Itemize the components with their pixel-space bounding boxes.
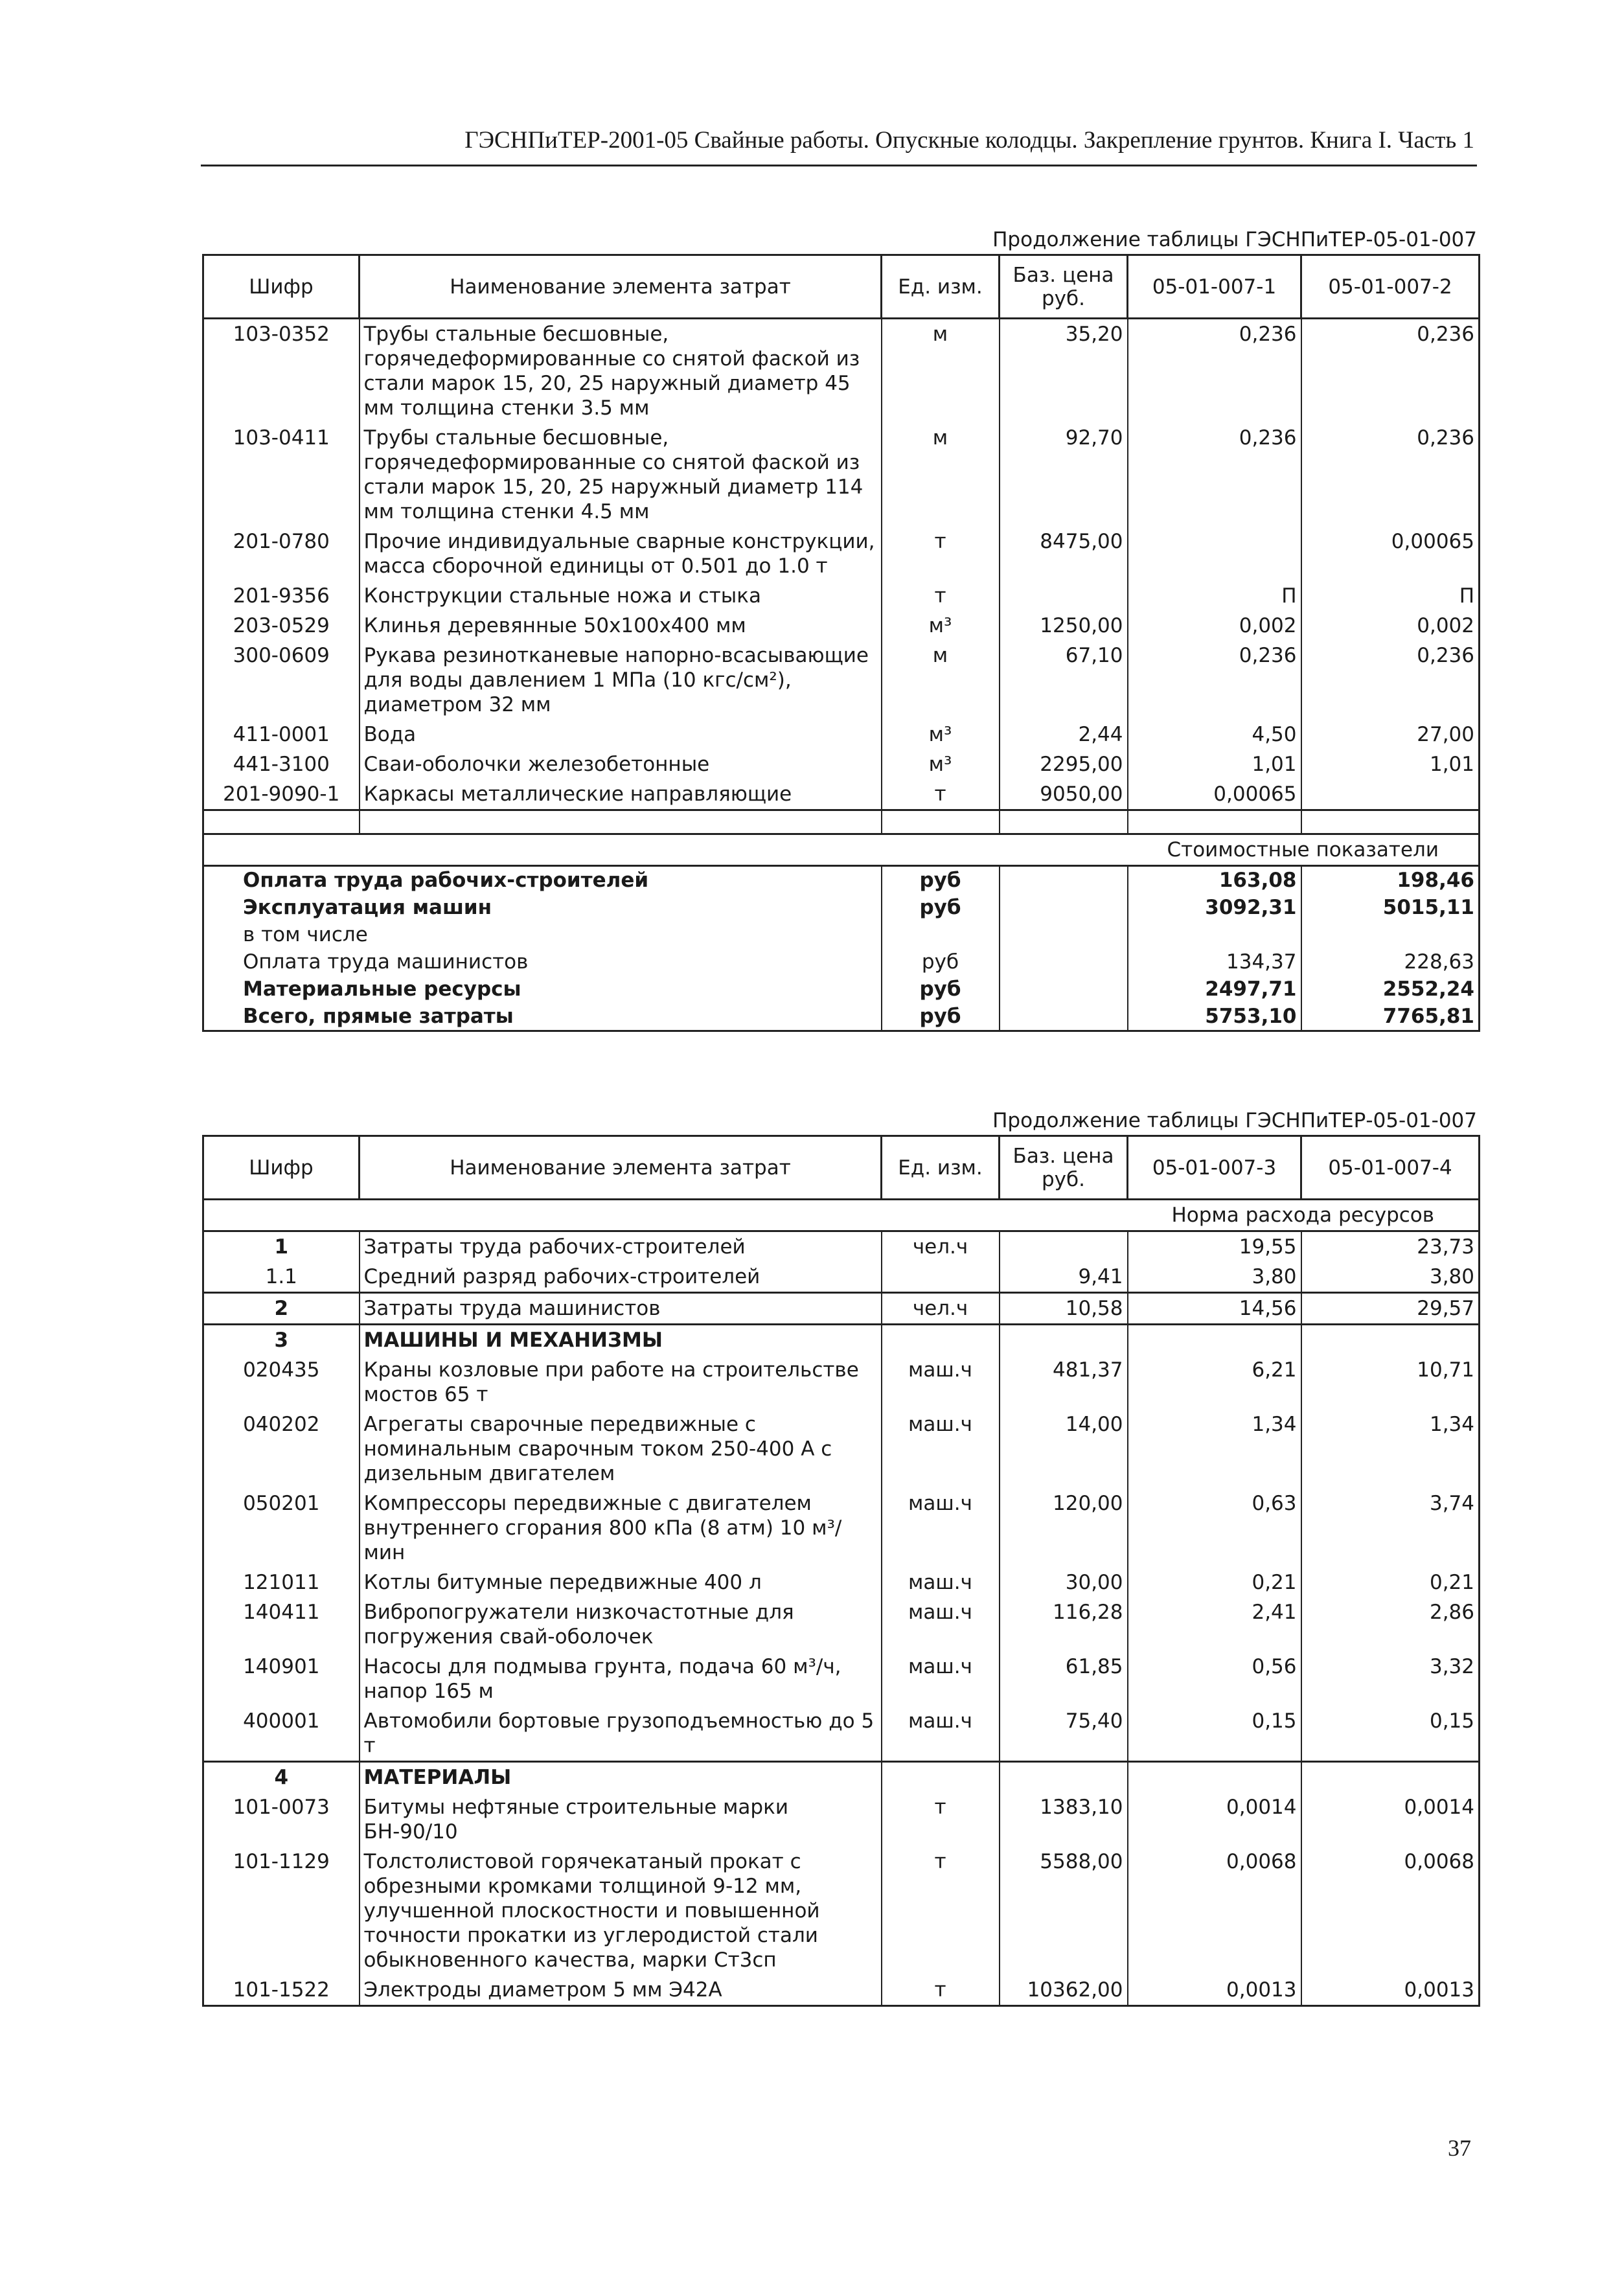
row-code: 201-0780 xyxy=(203,527,360,581)
row-code: 201-9356 xyxy=(203,581,360,611)
table-row xyxy=(203,1489,1480,1568)
table-row xyxy=(203,1597,1480,1652)
row-unit: маш.ч xyxy=(882,1355,1000,1410)
cost-value-2: 198,46 xyxy=(1301,866,1480,895)
table-row xyxy=(203,779,1480,810)
row-name: Компрессоры передвижные с двигателем внутреннего сгорания 800 кПа (8 атм) 10 м³/мин xyxy=(360,1489,882,1568)
row-price xyxy=(1000,1325,1128,1356)
table1 xyxy=(202,254,1480,1032)
row-code: 101-1129 xyxy=(203,1847,360,1975)
row-value-1: 1,01 xyxy=(1128,749,1301,779)
row-code: 020435 xyxy=(203,1355,360,1410)
row-name: Рукава резинотканевые напорно-всасывающие для воды давлением 1 МПа (10 кгс/см²), диаметром 32 мм xyxy=(360,641,882,720)
header-col1: 05-01-007-3 xyxy=(1128,1136,1301,1200)
cost-row xyxy=(203,921,1480,948)
norm-caption-row xyxy=(203,1200,1480,1231)
spacer-cell xyxy=(203,1200,1128,1231)
cost-caption: Стоимостные показатели xyxy=(1128,834,1480,866)
row-name: Котлы битумные передвижные 400 л xyxy=(360,1568,882,1597)
row-price: 8475,00 xyxy=(1000,527,1128,581)
row-code: 140411 xyxy=(203,1597,360,1652)
row-value-2: 0,236 xyxy=(1301,641,1480,720)
row-name: Конструкции стальные ножа и стыка xyxy=(360,581,882,611)
cost-name: Эксплуатация машин xyxy=(203,894,882,921)
header-col2: 05-01-007-4 xyxy=(1301,1136,1480,1200)
row-price: 2295,00 xyxy=(1000,749,1128,779)
row-price: 35,20 xyxy=(1000,319,1128,424)
row-value-1: 14,56 xyxy=(1128,1293,1301,1325)
table-row xyxy=(203,1568,1480,1597)
row-value-2: 3,32 xyxy=(1301,1652,1480,1706)
row-value-2: 2,86 xyxy=(1301,1597,1480,1652)
cost-row xyxy=(203,1003,1480,1031)
table-row xyxy=(203,1262,1480,1293)
table-row xyxy=(203,720,1480,749)
row-value-2: 1,01 xyxy=(1301,749,1480,779)
row-price: 1250,00 xyxy=(1000,611,1128,641)
row-unit xyxy=(882,1325,1000,1356)
table2-header-row xyxy=(203,1136,1480,1200)
row-unit: т xyxy=(882,581,1000,611)
cost-row xyxy=(203,976,1480,1003)
spacer-cell xyxy=(360,810,882,834)
row-price: 9050,00 xyxy=(1000,779,1128,810)
row-unit: м³ xyxy=(882,749,1000,779)
row-code: 101-0073 xyxy=(203,1792,360,1847)
row-name: Затраты труда машинистов xyxy=(360,1293,882,1325)
cost-value-1: 2497,71 xyxy=(1128,976,1301,1003)
header-unit: Ед. изм. xyxy=(882,1136,1000,1200)
row-code: 101-1522 xyxy=(203,1975,360,2006)
cost-unit: руб xyxy=(882,894,1000,921)
cost-unit xyxy=(882,921,1000,948)
table-row xyxy=(203,1410,1480,1489)
row-value-1: 0,21 xyxy=(1128,1568,1301,1597)
row-value-2: 1,34 xyxy=(1301,1410,1480,1489)
table-row xyxy=(203,1293,1480,1325)
table-row xyxy=(203,1231,1480,1262)
table-row xyxy=(203,1762,1480,1793)
cost-unit: руб xyxy=(882,948,1000,976)
row-value-1: 0,56 xyxy=(1128,1652,1301,1706)
row-name: Вода xyxy=(360,720,882,749)
row-value-2: 0,0068 xyxy=(1301,1847,1480,1975)
row-code: 400001 xyxy=(203,1706,360,1762)
row-value-1: 0,236 xyxy=(1128,319,1301,424)
row-value-1: П xyxy=(1128,581,1301,611)
row-price: 116,28 xyxy=(1000,1597,1128,1652)
row-value-2 xyxy=(1301,779,1480,810)
row-unit: маш.ч xyxy=(882,1706,1000,1762)
row-price: 10362,00 xyxy=(1000,1975,1128,2006)
header-price: Баз. цена руб. xyxy=(1000,255,1128,319)
row-unit xyxy=(882,1762,1000,1793)
row-code: 103-0352 xyxy=(203,319,360,424)
table-row xyxy=(203,319,1480,424)
table-row xyxy=(203,1975,1480,2006)
cost-row xyxy=(203,866,1480,895)
row-unit: маш.ч xyxy=(882,1597,1000,1652)
spacer-cell xyxy=(1000,810,1128,834)
row-value-2: 0,21 xyxy=(1301,1568,1480,1597)
spacer-cell xyxy=(882,810,1000,834)
row-price: 1383,10 xyxy=(1000,1792,1128,1847)
cost-name: Оплата труда рабочих-строителей xyxy=(203,866,882,895)
row-price: 2,44 xyxy=(1000,720,1128,749)
row-unit: т xyxy=(882,527,1000,581)
row-value-2: 0,236 xyxy=(1301,319,1480,424)
cost-price xyxy=(1000,866,1128,895)
row-price: 120,00 xyxy=(1000,1489,1128,1568)
row-code: 4 xyxy=(203,1762,360,1793)
row-code: 3 xyxy=(203,1325,360,1356)
row-name: Прочие индивидуальные сварные конструкции, масса сборочной единицы от 0.501 до 1.0 т xyxy=(360,527,882,581)
table-row xyxy=(203,1706,1480,1762)
cost-value-1 xyxy=(1128,921,1301,948)
row-price: 10,58 xyxy=(1000,1293,1128,1325)
table-row xyxy=(203,1355,1480,1410)
table-row xyxy=(203,527,1480,581)
row-value-2: П xyxy=(1301,581,1480,611)
cost-value-2: 228,63 xyxy=(1301,948,1480,976)
row-price: 75,40 xyxy=(1000,1706,1128,1762)
row-name: Сваи-оболочки железобетонные xyxy=(360,749,882,779)
table-row xyxy=(203,1652,1480,1706)
cost-price xyxy=(1000,894,1128,921)
cost-caption-row xyxy=(203,834,1480,866)
row-price: 9,41 xyxy=(1000,1262,1128,1293)
cost-value-2: 2552,24 xyxy=(1301,976,1480,1003)
row-code: 140901 xyxy=(203,1652,360,1706)
row-name: Средний разряд рабочих-строителей xyxy=(360,1262,882,1293)
row-unit: т xyxy=(882,1792,1000,1847)
row-unit xyxy=(882,1262,1000,1293)
row-code: 1 xyxy=(203,1231,360,1262)
row-code: 050201 xyxy=(203,1489,360,1568)
row-unit: м³ xyxy=(882,611,1000,641)
row-value-1 xyxy=(1128,1762,1301,1793)
row-value-1: 1,34 xyxy=(1128,1410,1301,1489)
row-unit: чел.ч xyxy=(882,1231,1000,1262)
spacer-cell xyxy=(203,810,360,834)
row-code: 1.1 xyxy=(203,1262,360,1293)
row-value-2: 0,002 xyxy=(1301,611,1480,641)
header-unit: Ед. изм. xyxy=(882,255,1000,319)
cost-value-2: 5015,11 xyxy=(1301,894,1480,921)
row-code: 103-0411 xyxy=(203,423,360,527)
spacer-row xyxy=(203,810,1480,834)
header-price: Баз. цена руб. xyxy=(1000,1136,1128,1200)
row-code: 203-0529 xyxy=(203,611,360,641)
row-name: Толстолистовой горячекатаный прокат с обрезными кромками толщиной 9-12 мм, улучшенной плоскостности и повышенной точности прокатки из углеродистой стали обыкновенного качества, марки Ст3сп xyxy=(360,1847,882,1975)
cost-name: Всего, прямые затраты xyxy=(203,1003,882,1031)
row-code: 2 xyxy=(203,1293,360,1325)
table-row xyxy=(203,641,1480,720)
cost-row xyxy=(203,948,1480,976)
header-name: Наименование элемента затрат xyxy=(360,255,882,319)
row-name: Битумы нефтяные строительные марки БН-90/10 xyxy=(360,1792,882,1847)
row-name: Трубы стальные бесшовные, горячедеформированные со снятой фаской из стали марок 15, 20, 25 наружный диаметр 45 мм толщина стенки 3.5 мм xyxy=(360,319,882,424)
row-unit: маш.ч xyxy=(882,1410,1000,1489)
row-value-1 xyxy=(1128,1325,1301,1356)
cost-name: Материальные ресурсы xyxy=(203,976,882,1003)
row-name: Насосы для подмыва грунта, подача 60 м³/ч, напор 165 м xyxy=(360,1652,882,1706)
row-value-1: 19,55 xyxy=(1128,1231,1301,1262)
cost-name: в том числе xyxy=(203,921,882,948)
row-value-1: 3,80 xyxy=(1128,1262,1301,1293)
row-unit: м xyxy=(882,319,1000,424)
cost-price xyxy=(1000,976,1128,1003)
cost-row xyxy=(203,894,1480,921)
row-price xyxy=(1000,1231,1128,1262)
row-value-2 xyxy=(1301,1325,1480,1356)
row-value-1: 4,50 xyxy=(1128,720,1301,749)
row-name: Вибропогружатели низкочастотные для погружения свай-оболочек xyxy=(360,1597,882,1652)
row-value-1: 2,41 xyxy=(1128,1597,1301,1652)
table-row xyxy=(203,423,1480,527)
norm-caption: Норма расхода ресурсов xyxy=(1128,1200,1480,1231)
row-value-2: 10,71 xyxy=(1301,1355,1480,1410)
row-value-1: 0,002 xyxy=(1128,611,1301,641)
row-unit: м xyxy=(882,423,1000,527)
row-name: Затраты труда рабочих-строителей xyxy=(360,1231,882,1262)
row-price: 14,00 xyxy=(1000,1410,1128,1489)
row-value-1: 0,0068 xyxy=(1128,1847,1301,1975)
row-name: Клинья деревянные 50х100х400 мм xyxy=(360,611,882,641)
row-value-2: 0,0014 xyxy=(1301,1792,1480,1847)
row-code: 411-0001 xyxy=(203,720,360,749)
cost-value-2 xyxy=(1301,921,1480,948)
header-code: Шифр xyxy=(203,1136,360,1200)
page-header: ГЭСНПиТЕР-2001-05 Свайные работы. Опускные колодцы. Закрепление грунтов. Книга I. Часть 1 xyxy=(201,126,1477,166)
cost-price xyxy=(1000,921,1128,948)
row-value-1: 0,236 xyxy=(1128,423,1301,527)
row-code: 121011 xyxy=(203,1568,360,1597)
row-unit: м³ xyxy=(882,720,1000,749)
header-name: Наименование элемента затрат xyxy=(360,1136,882,1200)
table-row xyxy=(203,611,1480,641)
row-price: 92,70 xyxy=(1000,423,1128,527)
page-number: 37 xyxy=(1448,2135,1471,2161)
cost-price xyxy=(1000,948,1128,976)
row-value-2: 27,00 xyxy=(1301,720,1480,749)
row-unit: чел.ч xyxy=(882,1293,1000,1325)
row-price: 67,10 xyxy=(1000,641,1128,720)
table-row xyxy=(203,1847,1480,1975)
header-col1: 05-01-007-1 xyxy=(1128,255,1301,319)
row-code: 040202 xyxy=(203,1410,360,1489)
cost-value-1: 134,37 xyxy=(1128,948,1301,976)
row-code: 201-9090-1 xyxy=(203,779,360,810)
spacer-cell xyxy=(1301,810,1480,834)
row-name: МАТЕРИАЛЫ xyxy=(360,1762,882,1793)
row-unit: т xyxy=(882,1975,1000,2006)
row-price xyxy=(1000,581,1128,611)
row-value-1: 6,21 xyxy=(1128,1355,1301,1410)
row-value-1: 0,0013 xyxy=(1128,1975,1301,2006)
table1-header-row xyxy=(203,255,1480,319)
table-row xyxy=(203,581,1480,611)
row-value-2: 3,80 xyxy=(1301,1262,1480,1293)
cost-unit: руб xyxy=(882,976,1000,1003)
row-value-1: 0,15 xyxy=(1128,1706,1301,1762)
row-value-2: 29,57 xyxy=(1301,1293,1480,1325)
row-name: Агрегаты сварочные передвижные с номинальным сварочным током 250-400 А с дизельным двигателем xyxy=(360,1410,882,1489)
cost-value-1: 5753,10 xyxy=(1128,1003,1301,1031)
row-value-1: 0,0014 xyxy=(1128,1792,1301,1847)
row-unit: маш.ч xyxy=(882,1568,1000,1597)
row-value-1: 0,00065 xyxy=(1128,779,1301,810)
table2-caption: Продолжение таблицы ГЭСНПиТЕР-05-01-007 xyxy=(992,1109,1477,1132)
cost-value-1: 163,08 xyxy=(1128,866,1301,895)
row-value-1 xyxy=(1128,527,1301,581)
table2 xyxy=(202,1135,1480,2007)
row-code: 441-3100 xyxy=(203,749,360,779)
row-value-2: 0,15 xyxy=(1301,1706,1480,1762)
row-price: 30,00 xyxy=(1000,1568,1128,1597)
row-value-2: 23,73 xyxy=(1301,1231,1480,1262)
row-name: Автомобили бортовые грузоподъемностью до 5 т xyxy=(360,1706,882,1762)
header-col2: 05-01-007-2 xyxy=(1301,255,1480,319)
row-unit: т xyxy=(882,779,1000,810)
row-value-2: 0,0013 xyxy=(1301,1975,1480,2006)
row-code: 300-0609 xyxy=(203,641,360,720)
spacer-cell xyxy=(203,834,1128,866)
row-price: 5588,00 xyxy=(1000,1847,1128,1975)
row-value-1: 0,236 xyxy=(1128,641,1301,720)
header-code: Шифр xyxy=(203,255,360,319)
row-unit: маш.ч xyxy=(882,1652,1000,1706)
row-value-1: 0,63 xyxy=(1128,1489,1301,1568)
cost-value-1: 3092,31 xyxy=(1128,894,1301,921)
row-name: Каркасы металлические направляющие xyxy=(360,779,882,810)
row-unit: м xyxy=(882,641,1000,720)
table-row xyxy=(203,1325,1480,1356)
row-price: 481,37 xyxy=(1000,1355,1128,1410)
row-name: МАШИНЫ И МЕХАНИЗМЫ xyxy=(360,1325,882,1356)
row-name: Электроды диаметром 5 мм Э42А xyxy=(360,1975,882,2006)
row-name: Трубы стальные бесшовные, горячедеформированные со снятой фаской из стали марок 15, 20, 25 наружный диаметр 114 мм толщина стенки 4.5 мм xyxy=(360,423,882,527)
row-value-2: 0,236 xyxy=(1301,423,1480,527)
cost-unit: руб xyxy=(882,1003,1000,1031)
cost-name: Оплата труда машинистов xyxy=(203,948,882,976)
row-price: 61,85 xyxy=(1000,1652,1128,1706)
table-row xyxy=(203,749,1480,779)
cost-value-2: 7765,81 xyxy=(1301,1003,1480,1031)
cost-price xyxy=(1000,1003,1128,1031)
row-value-2 xyxy=(1301,1762,1480,1793)
row-name: Краны козловые при работе на строительстве мостов 65 т xyxy=(360,1355,882,1410)
cost-unit: руб xyxy=(882,866,1000,895)
row-value-2: 0,00065 xyxy=(1301,527,1480,581)
row-price xyxy=(1000,1762,1128,1793)
row-unit: маш.ч xyxy=(882,1489,1000,1568)
row-value-2: 3,74 xyxy=(1301,1489,1480,1568)
spacer-cell xyxy=(1128,810,1301,834)
row-unit: т xyxy=(882,1847,1000,1975)
table-row xyxy=(203,1792,1480,1847)
table1-caption: Продолжение таблицы ГЭСНПиТЕР-05-01-007 xyxy=(992,228,1477,251)
